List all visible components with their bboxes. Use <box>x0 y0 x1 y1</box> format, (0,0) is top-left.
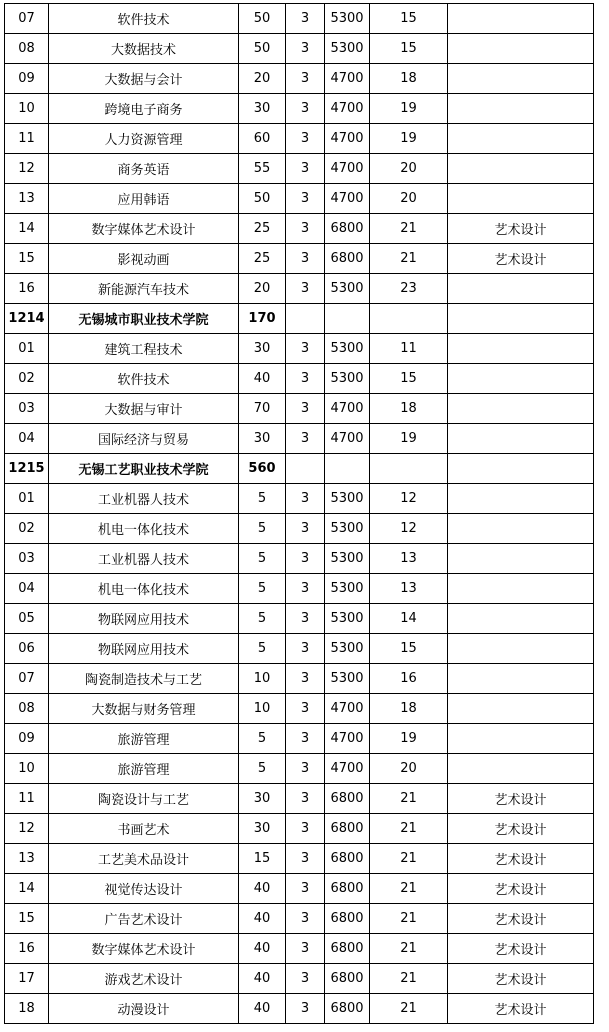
code-cell: 14 <box>5 874 49 904</box>
name-cell: 无锡城市职业技术学院 <box>49 304 239 334</box>
table-row <box>5 634 594 664</box>
fee-cell: 5300 <box>325 544 370 574</box>
years-cell: 3 <box>286 274 325 304</box>
name-cell: 书画艺术 <box>49 814 239 844</box>
table-row <box>5 934 594 964</box>
note-cell: 艺术设计 <box>448 994 594 1024</box>
fee-cell: 6800 <box>325 784 370 814</box>
table-row <box>5 844 594 874</box>
fee-cell: 5300 <box>325 4 370 34</box>
plan-count-cell: 5 <box>239 484 286 514</box>
note-cell <box>448 694 594 724</box>
name-cell: 大数据与财务管理 <box>49 694 239 724</box>
plan-count-cell: 40 <box>239 964 286 994</box>
code-cell: 16 <box>5 934 49 964</box>
fee-cell: 4700 <box>325 64 370 94</box>
note-cell: 艺术设计 <box>448 964 594 994</box>
years-cell: 3 <box>286 154 325 184</box>
code-cell: 13 <box>5 844 49 874</box>
table-row <box>5 514 594 544</box>
note-cell <box>448 34 594 64</box>
fee-cell: 6800 <box>325 844 370 874</box>
plan-count-cell: 25 <box>239 244 286 274</box>
category-code-cell: 21 <box>370 244 448 274</box>
code-cell: 06 <box>5 634 49 664</box>
plan-count-cell: 40 <box>239 904 286 934</box>
category-code-cell: 18 <box>370 694 448 724</box>
table-row <box>5 244 594 274</box>
category-code-cell: 15 <box>370 34 448 64</box>
note-cell <box>448 184 594 214</box>
years-cell: 3 <box>286 934 325 964</box>
note-cell <box>448 334 594 364</box>
name-cell: 旅游管理 <box>49 754 239 784</box>
plan-count-cell: 30 <box>239 94 286 124</box>
years-cell: 3 <box>286 874 325 904</box>
code-cell: 10 <box>5 94 49 124</box>
category-code-cell <box>370 454 448 484</box>
category-code-cell: 14 <box>370 604 448 634</box>
years-cell: 3 <box>286 724 325 754</box>
code-cell: 18 <box>5 994 49 1024</box>
code-cell: 07 <box>5 664 49 694</box>
name-cell: 大数据技术 <box>49 34 239 64</box>
name-cell: 应用韩语 <box>49 184 239 214</box>
fee-cell <box>325 454 370 484</box>
years-cell: 3 <box>286 514 325 544</box>
code-cell: 1214 <box>5 304 49 334</box>
fee-cell: 4700 <box>325 94 370 124</box>
plan-count-cell: 70 <box>239 394 286 424</box>
plan-count-cell: 20 <box>239 274 286 304</box>
fee-cell: 5300 <box>325 664 370 694</box>
name-cell: 国际经济与贸易 <box>49 424 239 454</box>
plan-count-cell: 170 <box>239 304 286 334</box>
category-code-cell: 18 <box>370 394 448 424</box>
plan-count-cell: 50 <box>239 184 286 214</box>
name-cell: 新能源汽车技术 <box>49 274 239 304</box>
plan-count-cell: 40 <box>239 364 286 394</box>
fee-cell: 4700 <box>325 184 370 214</box>
years-cell: 3 <box>286 124 325 154</box>
years-cell: 3 <box>286 4 325 34</box>
code-cell: 04 <box>5 424 49 454</box>
category-code-cell: 19 <box>370 724 448 754</box>
plan-count-cell: 5 <box>239 754 286 784</box>
years-cell: 3 <box>286 424 325 454</box>
name-cell: 机电一体化技术 <box>49 514 239 544</box>
note-cell: 艺术设计 <box>448 244 594 274</box>
plan-count-cell: 20 <box>239 64 286 94</box>
plan-count-cell: 15 <box>239 844 286 874</box>
fee-cell: 6800 <box>325 814 370 844</box>
table-row <box>5 544 594 574</box>
fee-cell <box>325 304 370 334</box>
category-code-cell: 20 <box>370 184 448 214</box>
note-cell <box>448 394 594 424</box>
table-row <box>5 334 594 364</box>
years-cell: 3 <box>286 754 325 784</box>
table-row <box>5 124 594 154</box>
fee-cell: 5300 <box>325 484 370 514</box>
table-row <box>5 814 594 844</box>
note-cell: 艺术设计 <box>448 934 594 964</box>
plan-count-cell: 10 <box>239 694 286 724</box>
category-code-cell: 21 <box>370 874 448 904</box>
years-cell: 3 <box>286 634 325 664</box>
years-cell: 3 <box>286 184 325 214</box>
fee-cell: 4700 <box>325 694 370 724</box>
category-code-cell: 12 <box>370 484 448 514</box>
code-cell: 10 <box>5 754 49 784</box>
category-code-cell: 21 <box>370 964 448 994</box>
plan-count-cell: 5 <box>239 604 286 634</box>
note-cell: 艺术设计 <box>448 904 594 934</box>
fee-cell: 6800 <box>325 934 370 964</box>
years-cell: 3 <box>286 544 325 574</box>
code-cell: 11 <box>5 124 49 154</box>
years-cell: 3 <box>286 784 325 814</box>
note-cell <box>448 484 594 514</box>
years-cell: 3 <box>286 844 325 874</box>
name-cell: 软件技术 <box>49 364 239 394</box>
fee-cell: 5300 <box>325 604 370 634</box>
name-cell: 视觉传达设计 <box>49 874 239 904</box>
note-cell: 艺术设计 <box>448 214 594 244</box>
fee-cell: 6800 <box>325 964 370 994</box>
table-row <box>5 64 594 94</box>
code-cell: 01 <box>5 334 49 364</box>
fee-cell: 5300 <box>325 514 370 544</box>
code-cell: 04 <box>5 574 49 604</box>
plan-count-cell: 60 <box>239 124 286 154</box>
code-cell: 01 <box>5 484 49 514</box>
category-code-cell: 20 <box>370 754 448 784</box>
name-cell: 数字媒体艺术设计 <box>49 934 239 964</box>
name-cell: 物联网应用技术 <box>49 634 239 664</box>
category-code-cell: 21 <box>370 934 448 964</box>
category-code-cell: 21 <box>370 214 448 244</box>
fee-cell: 5300 <box>325 364 370 394</box>
code-cell: 08 <box>5 694 49 724</box>
fee-cell: 6800 <box>325 904 370 934</box>
code-cell: 14 <box>5 214 49 244</box>
table-row <box>5 784 594 814</box>
category-code-cell: 15 <box>370 364 448 394</box>
fee-cell: 6800 <box>325 214 370 244</box>
category-code-cell: 21 <box>370 994 448 1024</box>
table-row <box>5 4 594 34</box>
fee-cell: 6800 <box>325 244 370 274</box>
plan-count-cell: 5 <box>239 634 286 664</box>
fee-cell: 5300 <box>325 274 370 304</box>
years-cell <box>286 304 325 334</box>
name-cell: 物联网应用技术 <box>49 604 239 634</box>
category-code-cell: 21 <box>370 814 448 844</box>
code-cell: 03 <box>5 394 49 424</box>
table-row <box>5 604 594 634</box>
category-code-cell: 13 <box>370 544 448 574</box>
category-code-cell: 12 <box>370 514 448 544</box>
category-code-cell: 15 <box>370 4 448 34</box>
note-cell <box>448 724 594 754</box>
code-cell: 02 <box>5 514 49 544</box>
note-cell <box>448 364 594 394</box>
code-cell: 07 <box>5 4 49 34</box>
name-cell: 广告艺术设计 <box>49 904 239 934</box>
table-row <box>5 94 594 124</box>
table-row <box>5 964 594 994</box>
school-row <box>5 454 594 484</box>
years-cell: 3 <box>286 334 325 364</box>
code-cell: 1215 <box>5 454 49 484</box>
note-cell <box>448 4 594 34</box>
code-cell: 12 <box>5 154 49 184</box>
enrollment-table <box>4 3 594 1024</box>
plan-count-cell: 40 <box>239 874 286 904</box>
code-cell: 08 <box>5 34 49 64</box>
note-cell <box>448 124 594 154</box>
code-cell: 16 <box>5 274 49 304</box>
note-cell <box>448 424 594 454</box>
table-row <box>5 724 594 754</box>
category-code-cell: 23 <box>370 274 448 304</box>
plan-count-cell: 50 <box>239 4 286 34</box>
code-cell: 03 <box>5 544 49 574</box>
years-cell: 3 <box>286 964 325 994</box>
plan-count-cell: 30 <box>239 424 286 454</box>
category-code-cell <box>370 304 448 334</box>
name-cell: 游戏艺术设计 <box>49 964 239 994</box>
table-row <box>5 874 594 904</box>
note-cell <box>448 304 594 334</box>
code-cell: 05 <box>5 604 49 634</box>
note-cell <box>448 154 594 184</box>
fee-cell: 4700 <box>325 394 370 424</box>
years-cell: 3 <box>286 664 325 694</box>
plan-count-cell: 40 <box>239 934 286 964</box>
note-cell <box>448 274 594 304</box>
years-cell: 3 <box>286 214 325 244</box>
name-cell: 工业机器人技术 <box>49 544 239 574</box>
note-cell <box>448 634 594 664</box>
note-cell <box>448 64 594 94</box>
name-cell: 旅游管理 <box>49 724 239 754</box>
note-cell <box>448 544 594 574</box>
fee-cell: 5300 <box>325 574 370 604</box>
fee-cell: 4700 <box>325 724 370 754</box>
years-cell: 3 <box>286 394 325 424</box>
fee-cell: 4700 <box>325 154 370 184</box>
years-cell: 3 <box>286 694 325 724</box>
note-cell: 艺术设计 <box>448 844 594 874</box>
table-row <box>5 154 594 184</box>
plan-count-cell: 5 <box>239 574 286 604</box>
table-row <box>5 364 594 394</box>
fee-cell: 5300 <box>325 34 370 64</box>
plan-count-cell: 5 <box>239 514 286 544</box>
name-cell: 无锡工艺职业技术学院 <box>49 454 239 484</box>
name-cell: 人力资源管理 <box>49 124 239 154</box>
years-cell: 3 <box>286 574 325 604</box>
plan-count-cell: 25 <box>239 214 286 244</box>
plan-count-cell: 5 <box>239 724 286 754</box>
note-cell: 艺术设计 <box>448 874 594 904</box>
code-cell: 11 <box>5 784 49 814</box>
note-cell <box>448 94 594 124</box>
name-cell: 大数据与审计 <box>49 394 239 424</box>
table-row <box>5 754 594 784</box>
code-cell: 17 <box>5 964 49 994</box>
years-cell <box>286 454 325 484</box>
table-row <box>5 994 594 1024</box>
code-cell: 09 <box>5 64 49 94</box>
plan-count-cell: 55 <box>239 154 286 184</box>
category-code-cell: 21 <box>370 784 448 814</box>
note-cell <box>448 574 594 604</box>
name-cell: 商务英语 <box>49 154 239 184</box>
plan-count-cell: 10 <box>239 664 286 694</box>
table-row <box>5 664 594 694</box>
note-cell <box>448 514 594 544</box>
plan-count-cell: 5 <box>239 544 286 574</box>
years-cell: 3 <box>286 904 325 934</box>
code-cell: 15 <box>5 904 49 934</box>
category-code-cell: 21 <box>370 844 448 874</box>
table-row <box>5 274 594 304</box>
years-cell: 3 <box>286 364 325 394</box>
name-cell: 建筑工程技术 <box>49 334 239 364</box>
years-cell: 3 <box>286 814 325 844</box>
note-cell <box>448 664 594 694</box>
category-code-cell: 18 <box>370 64 448 94</box>
name-cell: 陶瓷制造技术与工艺 <box>49 664 239 694</box>
category-code-cell: 21 <box>370 904 448 934</box>
code-cell: 02 <box>5 364 49 394</box>
note-cell <box>448 454 594 484</box>
name-cell: 大数据与会计 <box>49 64 239 94</box>
fee-cell: 6800 <box>325 874 370 904</box>
plan-count-cell: 30 <box>239 334 286 364</box>
category-code-cell: 19 <box>370 124 448 154</box>
fee-cell: 5300 <box>325 634 370 664</box>
category-code-cell: 13 <box>370 574 448 604</box>
category-code-cell: 11 <box>370 334 448 364</box>
note-cell: 艺术设计 <box>448 814 594 844</box>
years-cell: 3 <box>286 994 325 1024</box>
table-row <box>5 184 594 214</box>
name-cell: 机电一体化技术 <box>49 574 239 604</box>
table-row <box>5 484 594 514</box>
name-cell: 工艺美术品设计 <box>49 844 239 874</box>
note-cell <box>448 754 594 784</box>
code-cell: 13 <box>5 184 49 214</box>
plan-count-cell: 40 <box>239 994 286 1024</box>
table-row <box>5 574 594 604</box>
category-code-cell: 19 <box>370 94 448 124</box>
years-cell: 3 <box>286 244 325 274</box>
code-cell: 15 <box>5 244 49 274</box>
years-cell: 3 <box>286 64 325 94</box>
fee-cell: 5300 <box>325 334 370 364</box>
name-cell: 陶瓷设计与工艺 <box>49 784 239 814</box>
fee-cell: 4700 <box>325 754 370 784</box>
years-cell: 3 <box>286 34 325 64</box>
code-cell: 09 <box>5 724 49 754</box>
plan-count-cell: 30 <box>239 814 286 844</box>
table-body <box>5 4 594 1024</box>
code-cell: 12 <box>5 814 49 844</box>
name-cell: 跨境电子商务 <box>49 94 239 124</box>
plan-count-cell: 50 <box>239 34 286 64</box>
name-cell: 影视动画 <box>49 244 239 274</box>
school-row <box>5 304 594 334</box>
table-row <box>5 904 594 934</box>
years-cell: 3 <box>286 484 325 514</box>
table-row <box>5 214 594 244</box>
fee-cell: 4700 <box>325 424 370 454</box>
category-code-cell: 19 <box>370 424 448 454</box>
note-cell: 艺术设计 <box>448 784 594 814</box>
years-cell: 3 <box>286 604 325 634</box>
name-cell: 动漫设计 <box>49 994 239 1024</box>
plan-count-cell: 560 <box>239 454 286 484</box>
name-cell: 软件技术 <box>49 4 239 34</box>
category-code-cell: 15 <box>370 634 448 664</box>
fee-cell: 4700 <box>325 124 370 154</box>
fee-cell: 6800 <box>325 994 370 1024</box>
table-row <box>5 394 594 424</box>
name-cell: 工业机器人技术 <box>49 484 239 514</box>
years-cell: 3 <box>286 94 325 124</box>
table-row <box>5 34 594 64</box>
category-code-cell: 20 <box>370 154 448 184</box>
table-row <box>5 694 594 724</box>
name-cell: 数字媒体艺术设计 <box>49 214 239 244</box>
plan-count-cell: 30 <box>239 784 286 814</box>
category-code-cell: 16 <box>370 664 448 694</box>
note-cell <box>448 604 594 634</box>
table-row <box>5 424 594 454</box>
